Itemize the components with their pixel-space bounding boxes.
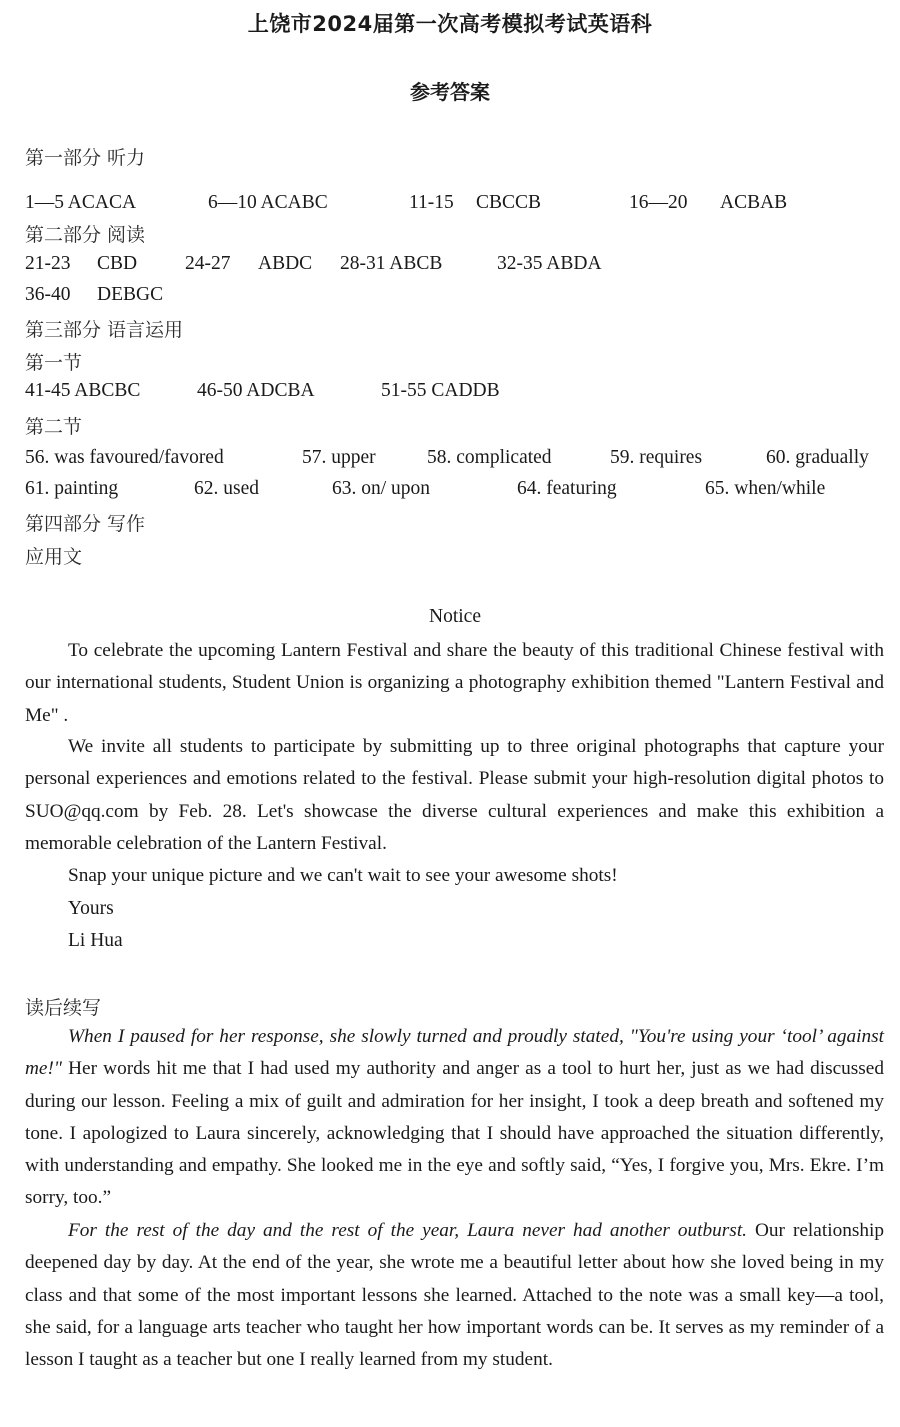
document-subtitle: 参考答案 xyxy=(410,80,490,104)
blank-answer: 61. painting xyxy=(25,478,119,499)
answer-group: 46-50 ADCBA xyxy=(197,380,315,401)
given-opening-sentence: For the rest of the day and the rest of the year, Laura never had another outburst. xyxy=(68,1220,747,1241)
answer-range: 24-27 xyxy=(185,253,231,274)
answer-letters: ACBAB xyxy=(720,192,788,213)
answer-group: 6—10 ACABC xyxy=(208,192,328,213)
blank-answer: 59. requires xyxy=(610,447,703,468)
part1-heading: 第一部分 听力 xyxy=(25,147,146,169)
notice-paragraph: Snap your unique picture and we can't wait to see your awesome shots! xyxy=(68,865,618,886)
section1-heading: 第一节 xyxy=(25,352,83,374)
answer-group: 32-35 ABDA xyxy=(497,253,602,274)
answer-group: 51-55 CADDB xyxy=(381,380,500,401)
notice-paragraph: We invite all students to participate by submitting up to three original photographs that capture your personal experiences and emotions related to the festival. Please submit your high-resolution digital photos to SUO@qq.com by Feb. 28. Let's showcase the diverse cultural experiences and make this exhibition a memorable celebration of the Lantern Festival. xyxy=(25,736,884,854)
blank-answer: 65. when/while xyxy=(705,478,826,499)
blank-answer: 57. upper xyxy=(302,447,376,468)
answer-letters: CBCCB xyxy=(476,192,542,213)
applied-writing-heading: 应用文 xyxy=(25,546,83,568)
answer-range: 36-40 xyxy=(25,284,71,305)
letter-signature: Li Hua xyxy=(68,930,123,951)
answer-range: 21-23 xyxy=(25,253,71,274)
given-opening-sentence: When I paused for her response, she slowly turned and proudly stated, "You're using your ‘tool’ against me!" xyxy=(25,1026,884,1080)
paragraph-text: Her words hit me that I had used my authority and anger as a tool to hurt her, just as we had discussed during our lesson. Feeling a mix of guilt and admiration for her insight, I took a deep breath and softened my tone. I apologized to Laura sincerely, acknowledging that I should have approached the situation differently, with understanding and empathy. She looked me in the eye and softly said, “Yes, I forgive you, Mrs. Ekre. I’m sorry, too.” xyxy=(25,1058,884,1209)
blank-answer: 62. used xyxy=(194,478,259,499)
document-title: 上饶市2024届第一次高考模拟考试英语科 xyxy=(247,12,653,36)
notice-title: Notice xyxy=(429,606,481,627)
answer-group: 1—5 ACACA xyxy=(25,192,137,213)
blank-answer: 64. featuring xyxy=(517,478,617,499)
letter-closing: Yours xyxy=(68,898,114,919)
answer-letters: ABDC xyxy=(258,253,313,274)
continuation-paragraph xyxy=(25,1021,884,1215)
answer-range: 11-15 xyxy=(409,192,454,213)
paragraph-text: Our relationship deepened day by day. At the end of the year, she wrote me a beautiful letter about how she loved being in my class and that some of the most important lessons she learned. Attached to the note was a small key—a tool, she said, for a language arts teacher who taught her how important words can be. It serves as my reminder of a lesson I taught as a teacher but one I really learned from my student. xyxy=(25,1220,884,1371)
blank-answer: 60. gradually xyxy=(766,447,869,468)
blank-answer: 58. complicated xyxy=(427,447,552,468)
blank-answer: 63. on/ upon xyxy=(332,478,431,499)
answer-group: 28-31 ABCB xyxy=(340,253,443,274)
answer-group: 41-45 ABCBC xyxy=(25,380,141,401)
answer-letters: CBD xyxy=(97,253,138,274)
part2-heading: 第二部分 阅读 xyxy=(25,224,146,246)
continuation-paragraph xyxy=(25,1215,884,1376)
part4-heading: 第四部分 写作 xyxy=(25,513,146,535)
section2-heading: 第二节 xyxy=(25,416,83,438)
continuation-heading: 读后续写 xyxy=(25,997,102,1019)
answer-range: 16—20 xyxy=(629,192,688,213)
blank-answer: 56. was favoured/favored xyxy=(25,447,224,468)
part3-heading: 第三部分 语言运用 xyxy=(25,319,184,341)
notice-paragraph: To celebrate the upcoming Lantern Festival and share the beauty of this traditional Chinese festival with our international students, Student Union is organizing a photography exhibition themed "Lantern Festival and Me" . xyxy=(25,640,884,726)
answer-letters: DEBGC xyxy=(97,284,164,305)
